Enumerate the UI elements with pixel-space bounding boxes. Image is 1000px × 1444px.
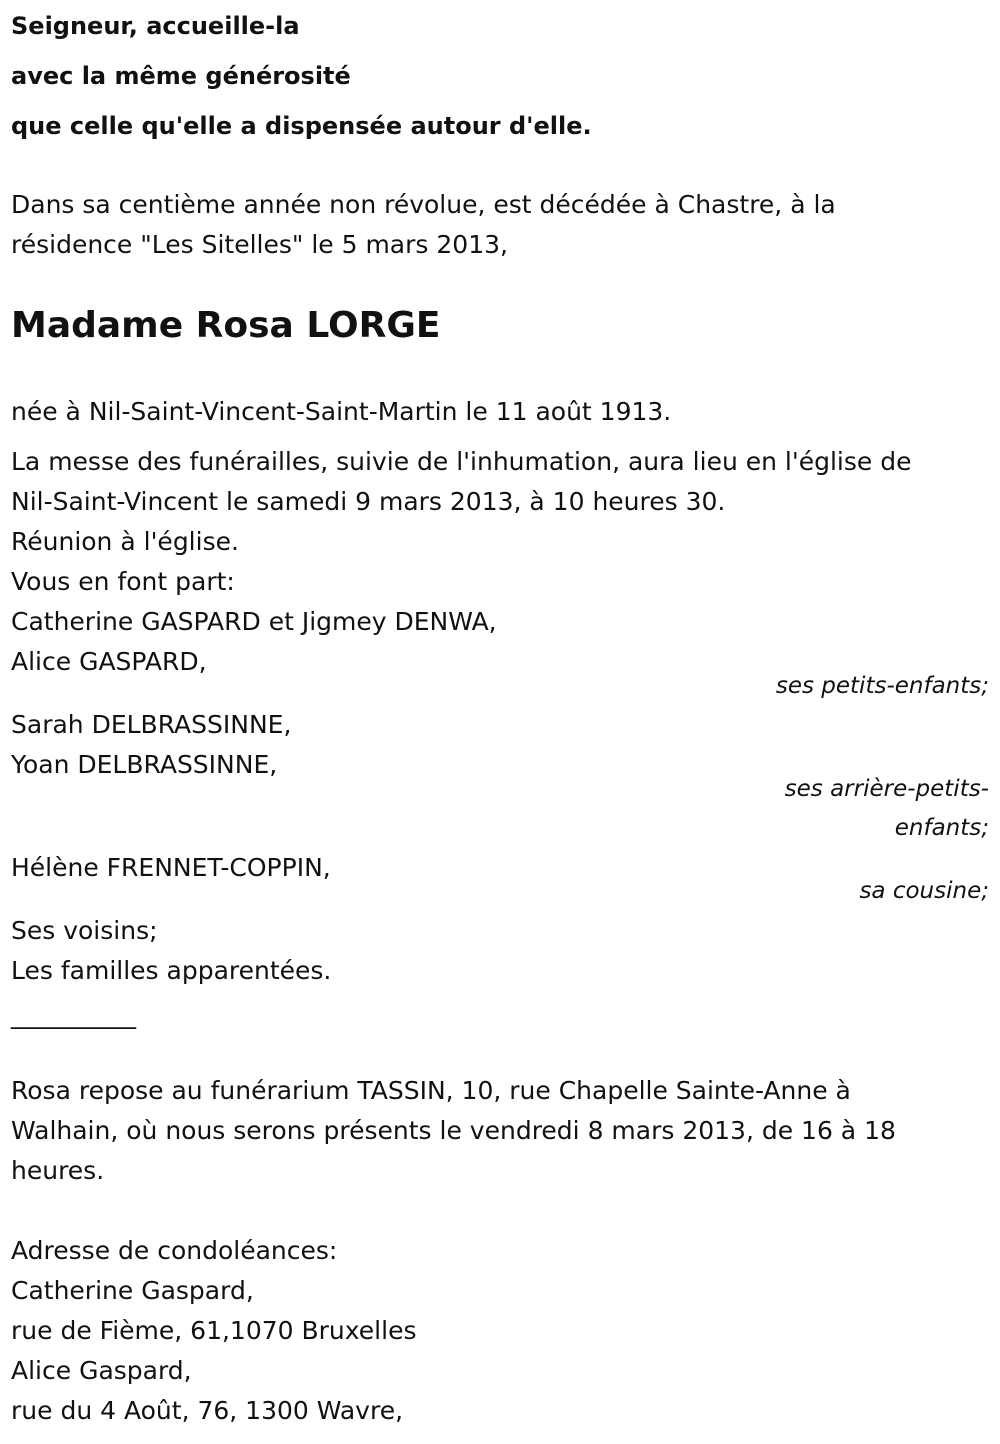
epigraph-line-3: que celle qu'elle a dispensée autour d'elle. (11, 112, 592, 140)
funeral-line-3: Réunion à l'église. (11, 527, 239, 556)
visitation-line-2: Walhain, où nous serons présents le vendredi 8 mars 2013, de 16 à 18 (11, 1116, 896, 1145)
funeral-line-4: Vous en font part: (11, 567, 235, 596)
condolences-line-4: rue du 4 Août, 76, 1300 Wavre, (11, 1396, 404, 1425)
condolences-line-3: Alice Gaspard, (11, 1356, 192, 1385)
condolences-line-1: Catherine Gaspard, (11, 1276, 254, 1305)
others-line-1: Ses voisins; (11, 916, 158, 945)
others-line-2: Les familles apparentées. (11, 956, 332, 985)
epigraph-line-1: Seigneur, accueille-la (11, 12, 300, 40)
separator: __________ (11, 1000, 136, 1029)
funeral-line-1: La messe des funérailles, suivie de l'inhumation, aura lieu en l'église de (11, 447, 912, 476)
great-grandchildren-role-line-1: ses arrière-petits- (784, 776, 989, 802)
condolences-heading: Adresse de condoléances: (11, 1236, 338, 1265)
grandchild-name-1: Catherine GASPARD et Jigmey DENWA, (11, 607, 497, 636)
visitation-line-1: Rosa repose au funérarium TASSIN, 10, rue Chapelle Sainte-Anne à (11, 1076, 851, 1105)
great-grandchildren-role-line-2: enfants; (894, 815, 989, 841)
epigraph-line-2: avec la même générosité (11, 62, 351, 90)
condolences-line-2: rue de Fième, 61,1070 Bruxelles (11, 1316, 417, 1345)
visitation-line-3: heures. (11, 1156, 105, 1185)
deceased-name: Madame Rosa LORGE (11, 305, 441, 346)
intro-line-1: Dans sa centième année non révolue, est décédée à Chastre, à la (11, 190, 836, 219)
birth-line: née à Nil-Saint-Vincent-Saint-Martin le 11 août 1913. (11, 397, 672, 426)
intro-line-2: résidence "Les Sitelles" le 5 mars 2013, (11, 230, 508, 259)
cousin-role: sa cousine; (859, 878, 989, 904)
great-grandchild-name-1: Sarah DELBRASSINNE, (11, 710, 292, 739)
grandchildren-role: ses petits-enfants; (775, 673, 989, 699)
cousin-name: Hélène FRENNET-COPPIN, (11, 853, 331, 882)
funeral-line-2: Nil-Saint-Vincent le samedi 9 mars 2013, à 10 heures 30. (11, 487, 726, 516)
grandchild-name-2: Alice GASPARD, (11, 647, 207, 676)
great-grandchild-name-2: Yoan DELBRASSINNE, (11, 750, 278, 779)
